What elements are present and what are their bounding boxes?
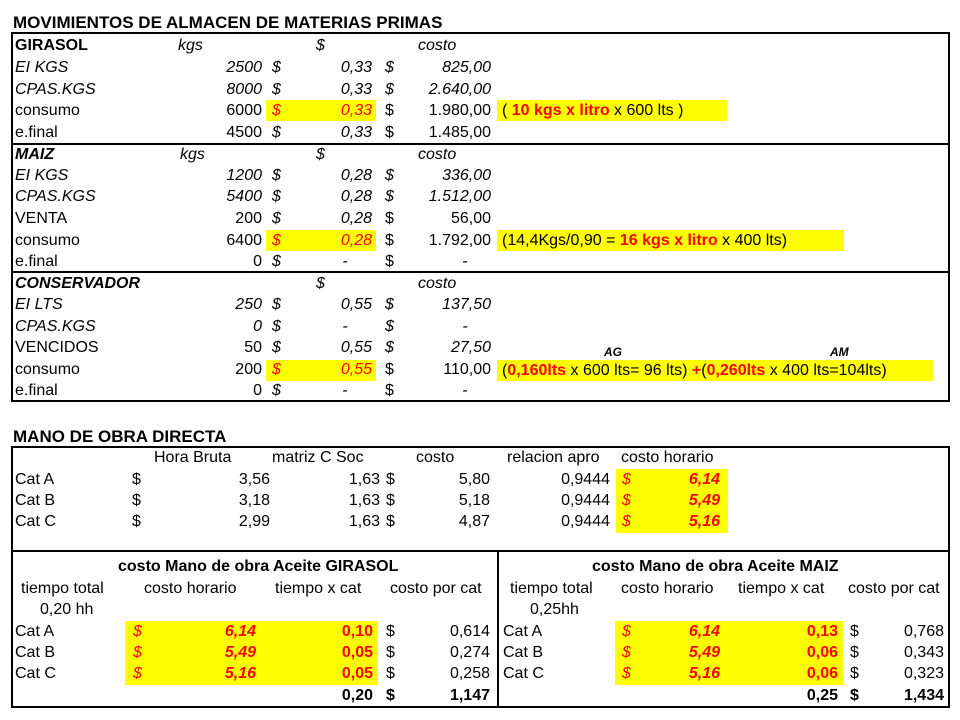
costo-cat: 0,343 xyxy=(903,644,944,661)
matriz: 1,63 xyxy=(348,492,380,509)
costo-cat: 0,768 xyxy=(903,623,944,640)
col-header: costo xyxy=(416,449,455,466)
row-currency: $ xyxy=(272,81,281,98)
costo-cat: 0,274 xyxy=(449,644,490,661)
mano-obra-title: MANO DE OBRA DIRECTA xyxy=(13,427,227,446)
cat-label: Cat A xyxy=(503,623,543,640)
col-header: costo horario xyxy=(144,580,237,597)
total-tiempo: 0,25 xyxy=(806,687,838,704)
row-currency: $ xyxy=(272,339,281,356)
row-price: 0,33 xyxy=(340,59,372,76)
row-label: EI LTS xyxy=(15,296,63,313)
row-price: - xyxy=(342,253,348,270)
row-currency: $ xyxy=(272,318,281,335)
col-header: costo por cat xyxy=(848,580,940,597)
tiempo-total-value: 0,25hh xyxy=(530,601,579,618)
col-header: tiempo x cat xyxy=(275,580,362,597)
girasol-header: GIRASOL xyxy=(15,37,88,54)
row-price: 0,55 xyxy=(340,361,372,378)
row-currency: $ xyxy=(385,232,394,249)
row-price: 0,55 xyxy=(340,296,372,313)
conservador-currency: $ xyxy=(316,275,325,292)
maiz-note: (14,4Kgs/0,90 = 16 kgs x litro x 400 lts) xyxy=(502,232,788,249)
row-qty: 1200 xyxy=(226,167,262,184)
cat-label: Cat B xyxy=(15,644,56,661)
currency: $ xyxy=(386,513,395,530)
maiz-unit: kgs xyxy=(180,146,205,163)
costo: 5,18 xyxy=(458,492,490,509)
row-currency: $ xyxy=(385,59,394,76)
total-costo: 1,147 xyxy=(449,687,490,704)
costo-cat: 0,258 xyxy=(449,665,490,682)
currency: $ xyxy=(386,492,395,509)
currency: $ xyxy=(622,623,631,640)
cat-label: Cat B xyxy=(15,492,56,509)
row-label: consumo xyxy=(15,361,80,378)
row-price: - xyxy=(342,318,348,335)
row-currency: $ xyxy=(385,296,394,313)
row-price: 0,28 xyxy=(340,167,372,184)
row-currency: $ xyxy=(272,124,281,141)
row-qty: 250 xyxy=(235,296,262,313)
row-qty: 0 xyxy=(253,253,262,270)
row-currency: $ xyxy=(272,167,281,184)
row-cost: 56,00 xyxy=(450,210,491,227)
row-cost: 1.512,00 xyxy=(428,188,491,205)
row-cost: - xyxy=(462,382,468,399)
row-qty: 0 xyxy=(253,382,262,399)
currency: $ xyxy=(622,665,631,682)
row-qty: 4500 xyxy=(226,124,262,141)
cat-label: Cat C xyxy=(503,665,544,682)
row-cost: 27,50 xyxy=(450,339,491,356)
row-currency: $ xyxy=(272,382,281,399)
row-currency: $ xyxy=(385,188,394,205)
row-currency: $ xyxy=(385,339,394,356)
row-qty: 5400 xyxy=(226,188,262,205)
row-cost: 1.980,00 xyxy=(428,102,491,119)
col-header: relacion apro xyxy=(507,449,600,466)
costo-horario: 5,49 xyxy=(688,644,720,661)
row-price: 0,33 xyxy=(340,124,372,141)
hora-bruta: 2,99 xyxy=(238,513,270,530)
costo-girasol-title: costo Mano de obra Aceite GIRASOL xyxy=(118,558,399,575)
currency: $ xyxy=(133,644,142,661)
row-currency: $ xyxy=(272,210,281,227)
hora-bruta: 3,56 xyxy=(238,471,270,488)
costo-horario: 5,49 xyxy=(224,644,256,661)
currency: $ xyxy=(850,665,859,682)
row-label: CPAS.KGS xyxy=(15,81,96,98)
currency: $ xyxy=(386,665,395,682)
currency: $ xyxy=(386,623,395,640)
row-label: consumo xyxy=(15,232,80,249)
row-cost: 2.640,00 xyxy=(428,81,491,98)
tiempo-cat: 0,06 xyxy=(806,665,838,682)
cat-label: Cat A xyxy=(15,471,55,488)
col-header: costo por cat xyxy=(390,580,482,597)
row-cost: - xyxy=(462,253,468,270)
costo: 5,80 xyxy=(458,471,490,488)
row-label: CPAS.KGS xyxy=(15,318,96,335)
currency: $ xyxy=(850,623,859,640)
row-currency: $ xyxy=(272,296,281,313)
currency: $ xyxy=(622,471,631,488)
currency: $ xyxy=(132,492,141,509)
row-qty: 6000 xyxy=(226,102,262,119)
row-qty: 8000 xyxy=(226,81,262,98)
row-label: VENTA xyxy=(15,210,68,227)
currency: $ xyxy=(386,471,395,488)
col-header: tiempo total xyxy=(510,580,593,597)
row-qty: 0 xyxy=(253,318,262,335)
row-qty: 50 xyxy=(244,339,262,356)
row-qty: 200 xyxy=(235,361,262,378)
currency: $ xyxy=(622,644,631,661)
cat-label: Cat C xyxy=(15,665,56,682)
row-currency: $ xyxy=(272,59,281,76)
currency: $ xyxy=(386,687,395,704)
row-price: 0,33 xyxy=(340,102,372,119)
row-qty: 2500 xyxy=(226,59,262,76)
tag-ag: AG xyxy=(604,345,622,359)
row-currency: $ xyxy=(272,232,281,249)
row-cost: 110,00 xyxy=(443,361,491,378)
costo-horario: 6,14 xyxy=(688,623,720,640)
col-header: tiempo total xyxy=(21,580,104,597)
col-header: costo horario xyxy=(621,580,714,597)
currency: $ xyxy=(386,644,395,661)
currency: $ xyxy=(132,513,141,530)
cat-label: Cat A xyxy=(15,623,55,640)
row-currency: $ xyxy=(385,318,394,335)
col-header: matriz C Soc xyxy=(272,449,364,466)
total-costo: 1,434 xyxy=(903,687,944,704)
total-tiempo: 0,20 xyxy=(341,687,373,704)
row-label: EI KGS xyxy=(15,167,69,184)
row-cost: 1.485,00 xyxy=(428,124,491,141)
row-price: 0,28 xyxy=(340,188,372,205)
matriz: 1,63 xyxy=(348,513,380,530)
costo-horario: 5,16 xyxy=(688,665,720,682)
costo: 4,87 xyxy=(458,513,490,530)
costo-cat: 0,614 xyxy=(449,623,490,640)
tiempo-cat: 0,10 xyxy=(341,623,373,640)
row-currency: $ xyxy=(272,102,281,119)
conservador-note: (0,160lts x 600 lts= 96 lts) +(0,260lts x 400 lts=104lts) xyxy=(502,362,887,379)
costo-maiz-title: costo Mano de obra Aceite MAIZ xyxy=(592,558,839,575)
currency: $ xyxy=(133,665,142,682)
row-label: e.final xyxy=(15,382,58,399)
tiempo-total-value: 0,20 hh xyxy=(40,601,94,618)
currency: $ xyxy=(850,687,859,704)
row-price: - xyxy=(342,382,348,399)
row-price: 0,55 xyxy=(340,339,372,356)
costo-horario: 5,49 xyxy=(688,492,720,509)
tiempo-cat: 0,06 xyxy=(806,644,838,661)
col-header: costo horario xyxy=(621,449,714,466)
row-label: e.final xyxy=(15,253,58,270)
costo-horario: 5,16 xyxy=(688,513,720,530)
costo-horario: 6,14 xyxy=(688,471,720,488)
maiz-currency: $ xyxy=(316,146,325,163)
row-label: VENCIDOS xyxy=(15,339,99,356)
row-label: EI KGS xyxy=(15,59,69,76)
tag-am: AM xyxy=(830,345,849,359)
costo-horario: 6,14 xyxy=(224,623,256,640)
row-cost: - xyxy=(462,318,468,335)
row-label: consumo xyxy=(15,102,80,119)
currency: $ xyxy=(622,513,631,530)
row-price: 0,28 xyxy=(340,232,372,249)
row-currency: $ xyxy=(272,188,281,205)
row-currency: $ xyxy=(385,167,394,184)
conservador-header: CONSERVADOR xyxy=(15,275,141,292)
col-header: tiempo x cat xyxy=(738,580,825,597)
row-qty: 6400 xyxy=(226,232,262,249)
row-cost: 137,50 xyxy=(442,296,491,313)
row-currency: $ xyxy=(385,361,394,378)
maiz-cost-header: costo xyxy=(418,146,457,163)
tiempo-cat: 0,13 xyxy=(806,623,838,640)
conservador-cost-header: costo xyxy=(418,275,457,292)
row-currency: $ xyxy=(272,361,281,378)
costo-cat: 0,323 xyxy=(903,665,944,682)
row-currency: $ xyxy=(385,124,394,141)
row-cost: 1.792,00 xyxy=(428,232,491,249)
row-cost: 336,00 xyxy=(442,167,491,184)
girasol-note: ( 10 kgs x litro x 600 lts ) xyxy=(502,102,684,119)
row-currency: $ xyxy=(385,102,394,119)
tiempo-cat: 0,05 xyxy=(341,644,373,661)
row-qty: 200 xyxy=(235,210,262,227)
row-price: 0,33 xyxy=(340,81,372,98)
currency: $ xyxy=(622,492,631,509)
row-currency: $ xyxy=(385,81,394,98)
row-label: e.final xyxy=(15,124,58,141)
relacion: 0,9444 xyxy=(561,513,610,530)
movimientos-title: MOVIMIENTOS DE ALMACEN DE MATERIAS PRIMAS xyxy=(13,13,443,32)
currency: $ xyxy=(132,471,141,488)
row-currency: $ xyxy=(385,382,394,399)
row-currency: $ xyxy=(385,253,394,270)
cat-label: Cat C xyxy=(15,513,56,530)
row-currency: $ xyxy=(272,253,281,270)
row-currency: $ xyxy=(385,210,394,227)
girasol-currency: $ xyxy=(316,37,325,54)
row-price: 0,28 xyxy=(340,210,372,227)
row-label: CPAS.KGS xyxy=(15,188,96,205)
matriz: 1,63 xyxy=(348,471,380,488)
relacion: 0,9444 xyxy=(561,492,610,509)
currency: $ xyxy=(850,644,859,661)
currency: $ xyxy=(133,623,142,640)
hora-bruta: 3,18 xyxy=(238,492,270,509)
maiz-header: MAIZ xyxy=(15,146,55,163)
row-cost: 825,00 xyxy=(442,59,491,76)
col-header: Hora Bruta xyxy=(154,449,232,466)
girasol-cost-header: costo xyxy=(418,37,457,54)
cat-label: Cat B xyxy=(503,644,544,661)
costo-horario: 5,16 xyxy=(224,665,256,682)
girasol-unit: kgs xyxy=(178,37,203,54)
tiempo-cat: 0,05 xyxy=(341,665,373,682)
relacion: 0,9444 xyxy=(561,471,610,488)
